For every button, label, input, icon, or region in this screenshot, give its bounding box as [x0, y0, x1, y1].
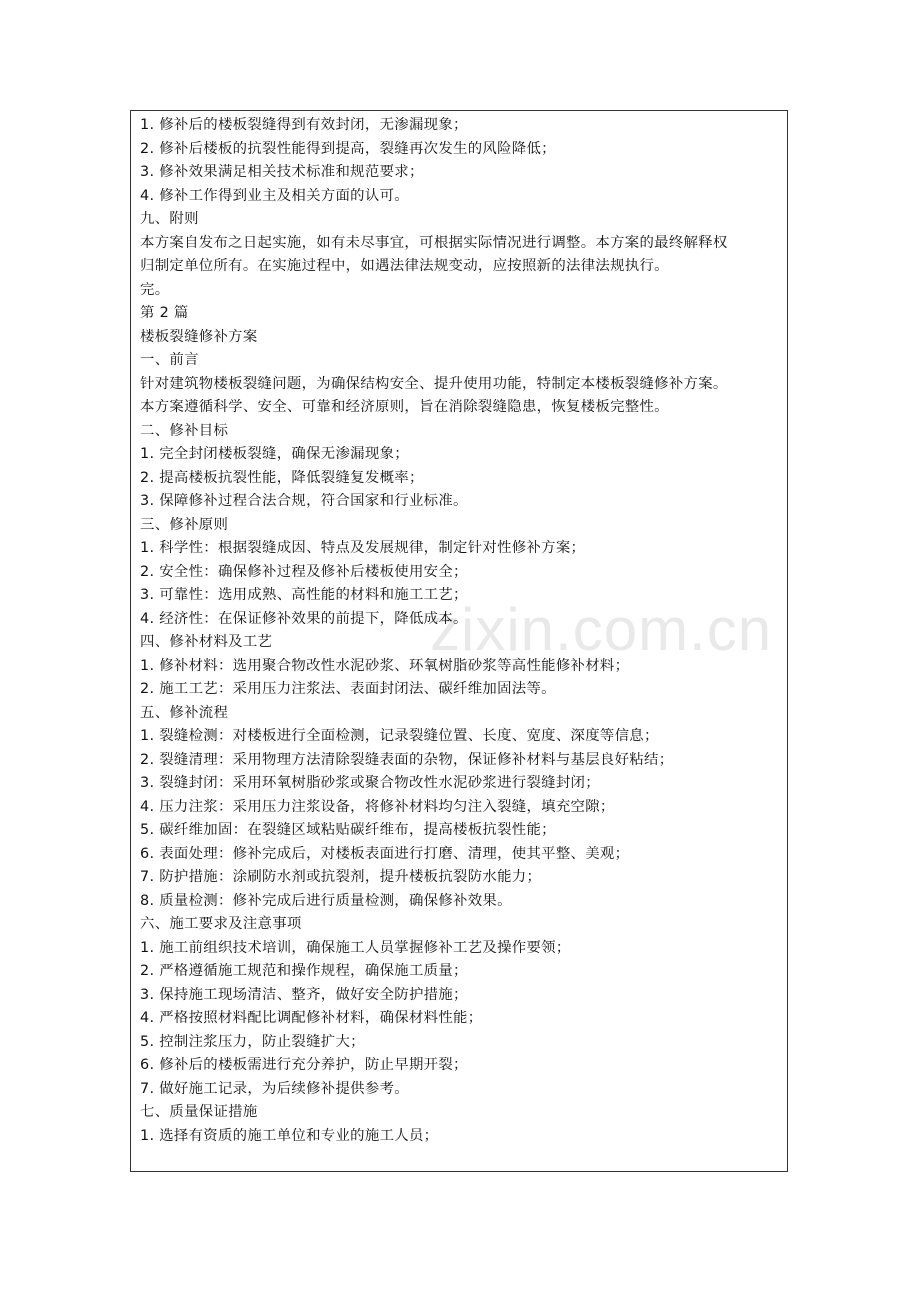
paragraph-line: 针对建筑物楼板裂缝问题，为确保结构安全、提升使用功能，特制定本楼板裂缝修补方案。: [140, 375, 728, 392]
list-item: 2. 提高楼板抗裂性能，降低裂缝复发概率；: [140, 469, 424, 486]
section-heading: 四、修补材料及工艺: [140, 634, 273, 650]
list-item: 2. 修补后楼板的抗裂性能得到提高，裂缝再次发生的风险降低；: [140, 140, 556, 157]
list-item: 8. 质量检测：修补完成后进行质量检测，确保修补效果。: [140, 892, 512, 909]
list-item: 2. 施工工艺：采用压力注浆法、表面封闭法、碳纤维加固法等。: [140, 681, 556, 697]
list-item: 6. 表面处理：修补完成后，对楼板表面进行打磨、清理，使其平整、美观；: [140, 845, 630, 862]
part-number: 第 2 篇: [140, 305, 189, 321]
end-mark: 完。: [140, 281, 170, 298]
list-item: 1. 选择有资质的施工单位和专业的施工人员；: [140, 1127, 439, 1144]
list-item: 2. 裂缝清理：采用物理方法清除裂缝表面的杂物，保证修补材料与基层良好粘结；: [140, 751, 674, 768]
section-heading: 七、质量保证措施: [140, 1104, 258, 1120]
list-item: 1. 科学性：根据裂缝成因、特点及发展规律，制定针对性修补方案；: [140, 540, 586, 556]
list-item: 7. 防护措施：涂刷防水剂或抗裂剂，提升楼板抗裂防水能力；: [140, 869, 542, 885]
list-item: 1. 裂缝检测：对楼板进行全面检测，记录裂缝位置、长度、宽度、深度等信息；: [140, 728, 659, 744]
list-item: 5. 控制注浆压力，防止裂缝扩大；: [140, 1033, 365, 1050]
list-item: 3. 保障修补过程合法合规，符合国家和行业标准。: [140, 493, 468, 509]
list-item: 1. 施工前组织技术培训，确保施工人员掌握修补工艺及操作要领；: [140, 939, 571, 956]
section-heading: 三、修补原则: [140, 516, 229, 533]
list-item: 3. 可靠性：选用成熟、高性能的材料和施工工艺；: [140, 587, 468, 603]
list-item: 4. 修补工作得到业主及相关方面的认可。: [140, 187, 409, 204]
list-item: 1. 完全封闭楼板裂缝，确保无渗漏现象；: [140, 446, 409, 462]
section-heading: 六、施工要求及注意事项: [140, 916, 302, 932]
list-item: 6. 修补后的楼板需进行充分养护，防止早期开裂；: [140, 1057, 468, 1073]
paragraph-line: 本方案遵循科学、安全、可靠和经济原则，旨在消除裂缝隐患，恢复楼板完整性。: [140, 399, 669, 415]
list-item: 7. 做好施工记录，为后续修补提供参考。: [140, 1080, 409, 1097]
watermark: zixin.com.cn: [430, 596, 773, 663]
section-heading: 九、附则: [140, 211, 199, 227]
list-item: 3. 保持施工现场清洁、整齐，做好安全防护措施；: [140, 986, 468, 1003]
document-frame: [130, 110, 788, 1172]
list-item: 4. 严格按照材料配比调配修补材料，确保材料性能；: [140, 1010, 483, 1026]
list-item: 5. 碳纤维加固：在裂缝区域粘贴碳纤维布，提高楼板抗裂性能；: [140, 822, 556, 838]
section-heading: 五、修补流程: [140, 704, 229, 721]
list-item: 1. 修补后的楼板裂缝得到有效封闭，无渗漏现象；: [140, 117, 468, 133]
paragraph-line: 归制定单位所有。在实施过程中，如遇法律法规变动，应按照新的法律法规执行。: [140, 258, 669, 274]
list-item: 1. 修补材料：选用聚合物改性水泥砂浆、环氧树脂砂浆等高性能修补材料；: [140, 657, 630, 674]
list-item: 2. 安全性：确保修补过程及修补后楼板使用安全；: [140, 563, 468, 580]
list-item: 2. 严格遵循施工规范和操作规程，确保施工质量；: [140, 963, 468, 979]
list-item: 3. 修补效果满足相关技术标准和规范要求；: [140, 164, 424, 180]
section-heading: 一、前言: [140, 352, 199, 368]
list-item: 4. 经济性：在保证修补效果的前提下，降低成本。: [140, 610, 468, 627]
paragraph-line: 本方案自发布之日起实施，如有未尽事宜，可根据实际情况进行调整。本方案的最终解释权: [140, 234, 728, 251]
document-title: 楼板裂缝修补方案: [140, 328, 258, 345]
section-heading: 二、修补目标: [140, 422, 229, 439]
list-item: 3. 裂缝封闭：采用环氧树脂砂浆或聚合物改性水泥砂浆进行裂缝封闭；: [140, 775, 600, 791]
list-item: 4. 压力注浆：采用压力注浆设备，将修补材料均匀注入裂缝，填充空隙；: [140, 798, 615, 815]
